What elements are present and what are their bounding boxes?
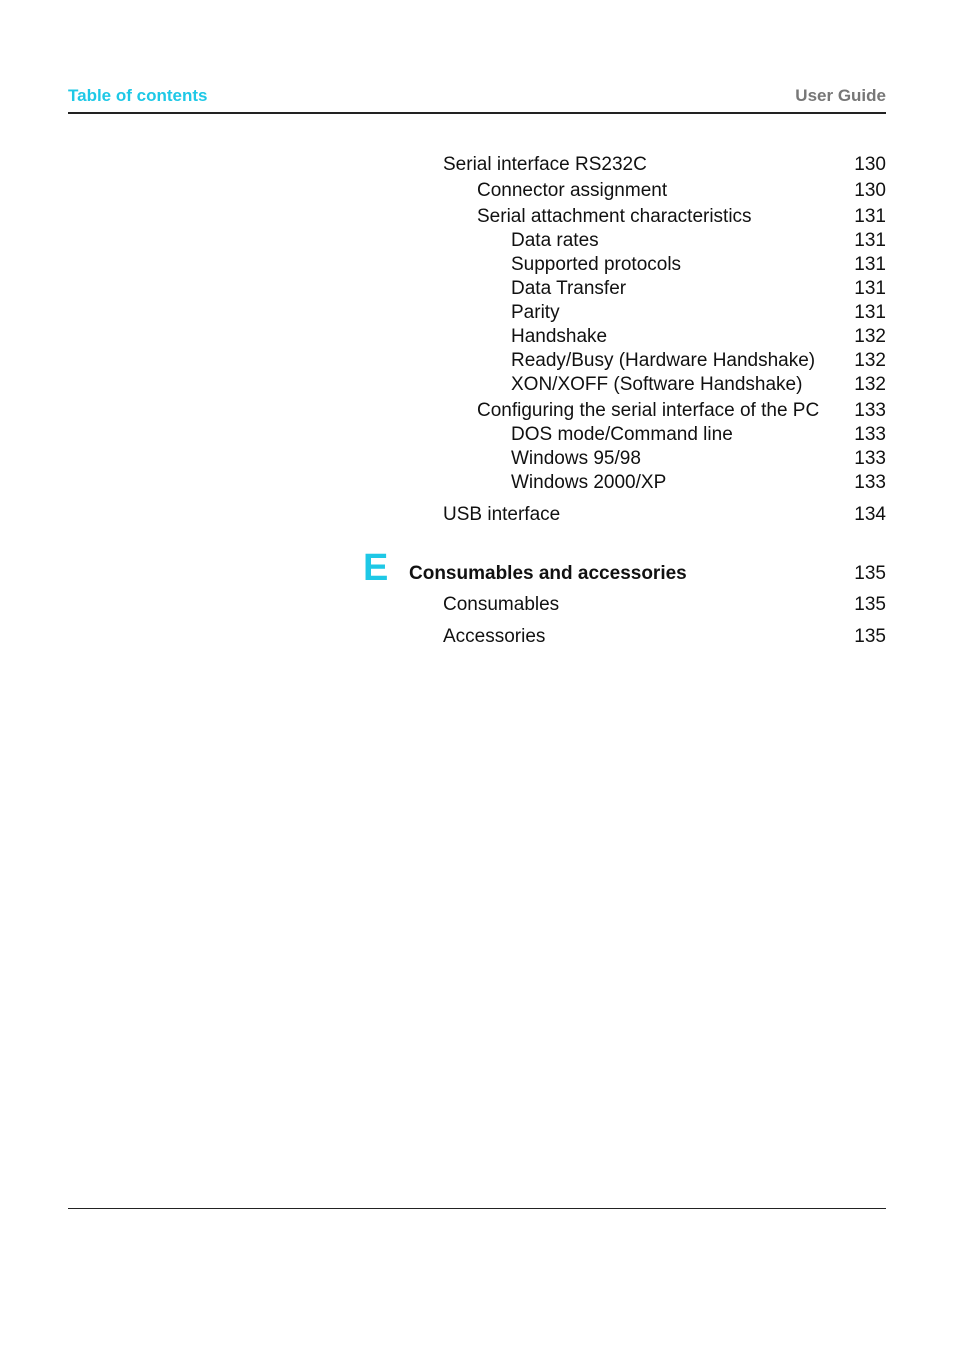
- header-rule: [68, 112, 886, 114]
- toc-entry-title[interactable]: Parity: [511, 302, 560, 323]
- toc-entry-page[interactable]: 134: [854, 504, 886, 525]
- toc-entry-title[interactable]: Consumables: [443, 594, 560, 615]
- toc-entry-title[interactable]: Configuring the serial interface of the PC: [477, 400, 820, 421]
- toc-entry-page[interactable]: 131: [854, 230, 886, 251]
- toc-entry-title[interactable]: Windows 95/98: [511, 448, 641, 469]
- running-header-doc-title: User Guide: [795, 86, 886, 105]
- toc-entry-page[interactable]: 135: [854, 626, 886, 647]
- toc-entry-page[interactable]: 130: [854, 154, 886, 175]
- toc-entry-title[interactable]: Data rates: [511, 230, 599, 251]
- toc-entry-title[interactable]: USB interface: [443, 504, 561, 525]
- toc-entry-title[interactable]: Handshake: [511, 326, 608, 347]
- toc-entry-title[interactable]: Data Transfer: [511, 278, 627, 299]
- toc-entry-page[interactable]: 131: [854, 278, 886, 299]
- toc-entry-title[interactable]: DOS mode/Command line: [511, 424, 733, 445]
- toc-entry-title[interactable]: Connector assignment: [477, 180, 668, 201]
- toc-entry-title[interactable]: Windows 2000/XP: [511, 472, 667, 493]
- toc-entry-page[interactable]: 131: [854, 302, 886, 323]
- toc-entry-title[interactable]: Supported protocols: [511, 254, 682, 275]
- toc-entry-page[interactable]: 131: [854, 254, 886, 275]
- running-header-section: Table of contents: [68, 86, 208, 105]
- toc-entry-page[interactable]: 132: [854, 350, 886, 371]
- toc-entry-title[interactable]: Serial attachment characteristics: [477, 206, 752, 227]
- toc-entry-page[interactable]: 135: [854, 594, 886, 615]
- toc-entry-title[interactable]: Accessories: [443, 626, 546, 647]
- toc-entry-page[interactable]: 132: [854, 374, 886, 395]
- toc-entry-page[interactable]: 133: [854, 424, 886, 445]
- chapter-title[interactable]: Consumables and accessories: [409, 563, 687, 584]
- toc-entry-title[interactable]: Ready/Busy (Hardware Handshake): [511, 350, 816, 371]
- toc-entry-title[interactable]: Serial interface RS232C: [443, 154, 647, 175]
- toc-entry-page[interactable]: 133: [854, 400, 886, 421]
- chapter-page[interactable]: 135: [854, 563, 886, 584]
- footer-rule: [68, 1208, 886, 1209]
- toc-entry-page[interactable]: 131: [854, 206, 886, 227]
- chapter-letter: E: [363, 547, 389, 589]
- toc-entry-page[interactable]: 133: [854, 448, 886, 469]
- toc-entry-page[interactable]: 132: [854, 326, 886, 347]
- toc-entry-title[interactable]: XON/XOFF (Software Handshake): [511, 374, 803, 395]
- toc-entry-page[interactable]: 133: [854, 472, 886, 493]
- toc-entry-page[interactable]: 130: [854, 180, 886, 201]
